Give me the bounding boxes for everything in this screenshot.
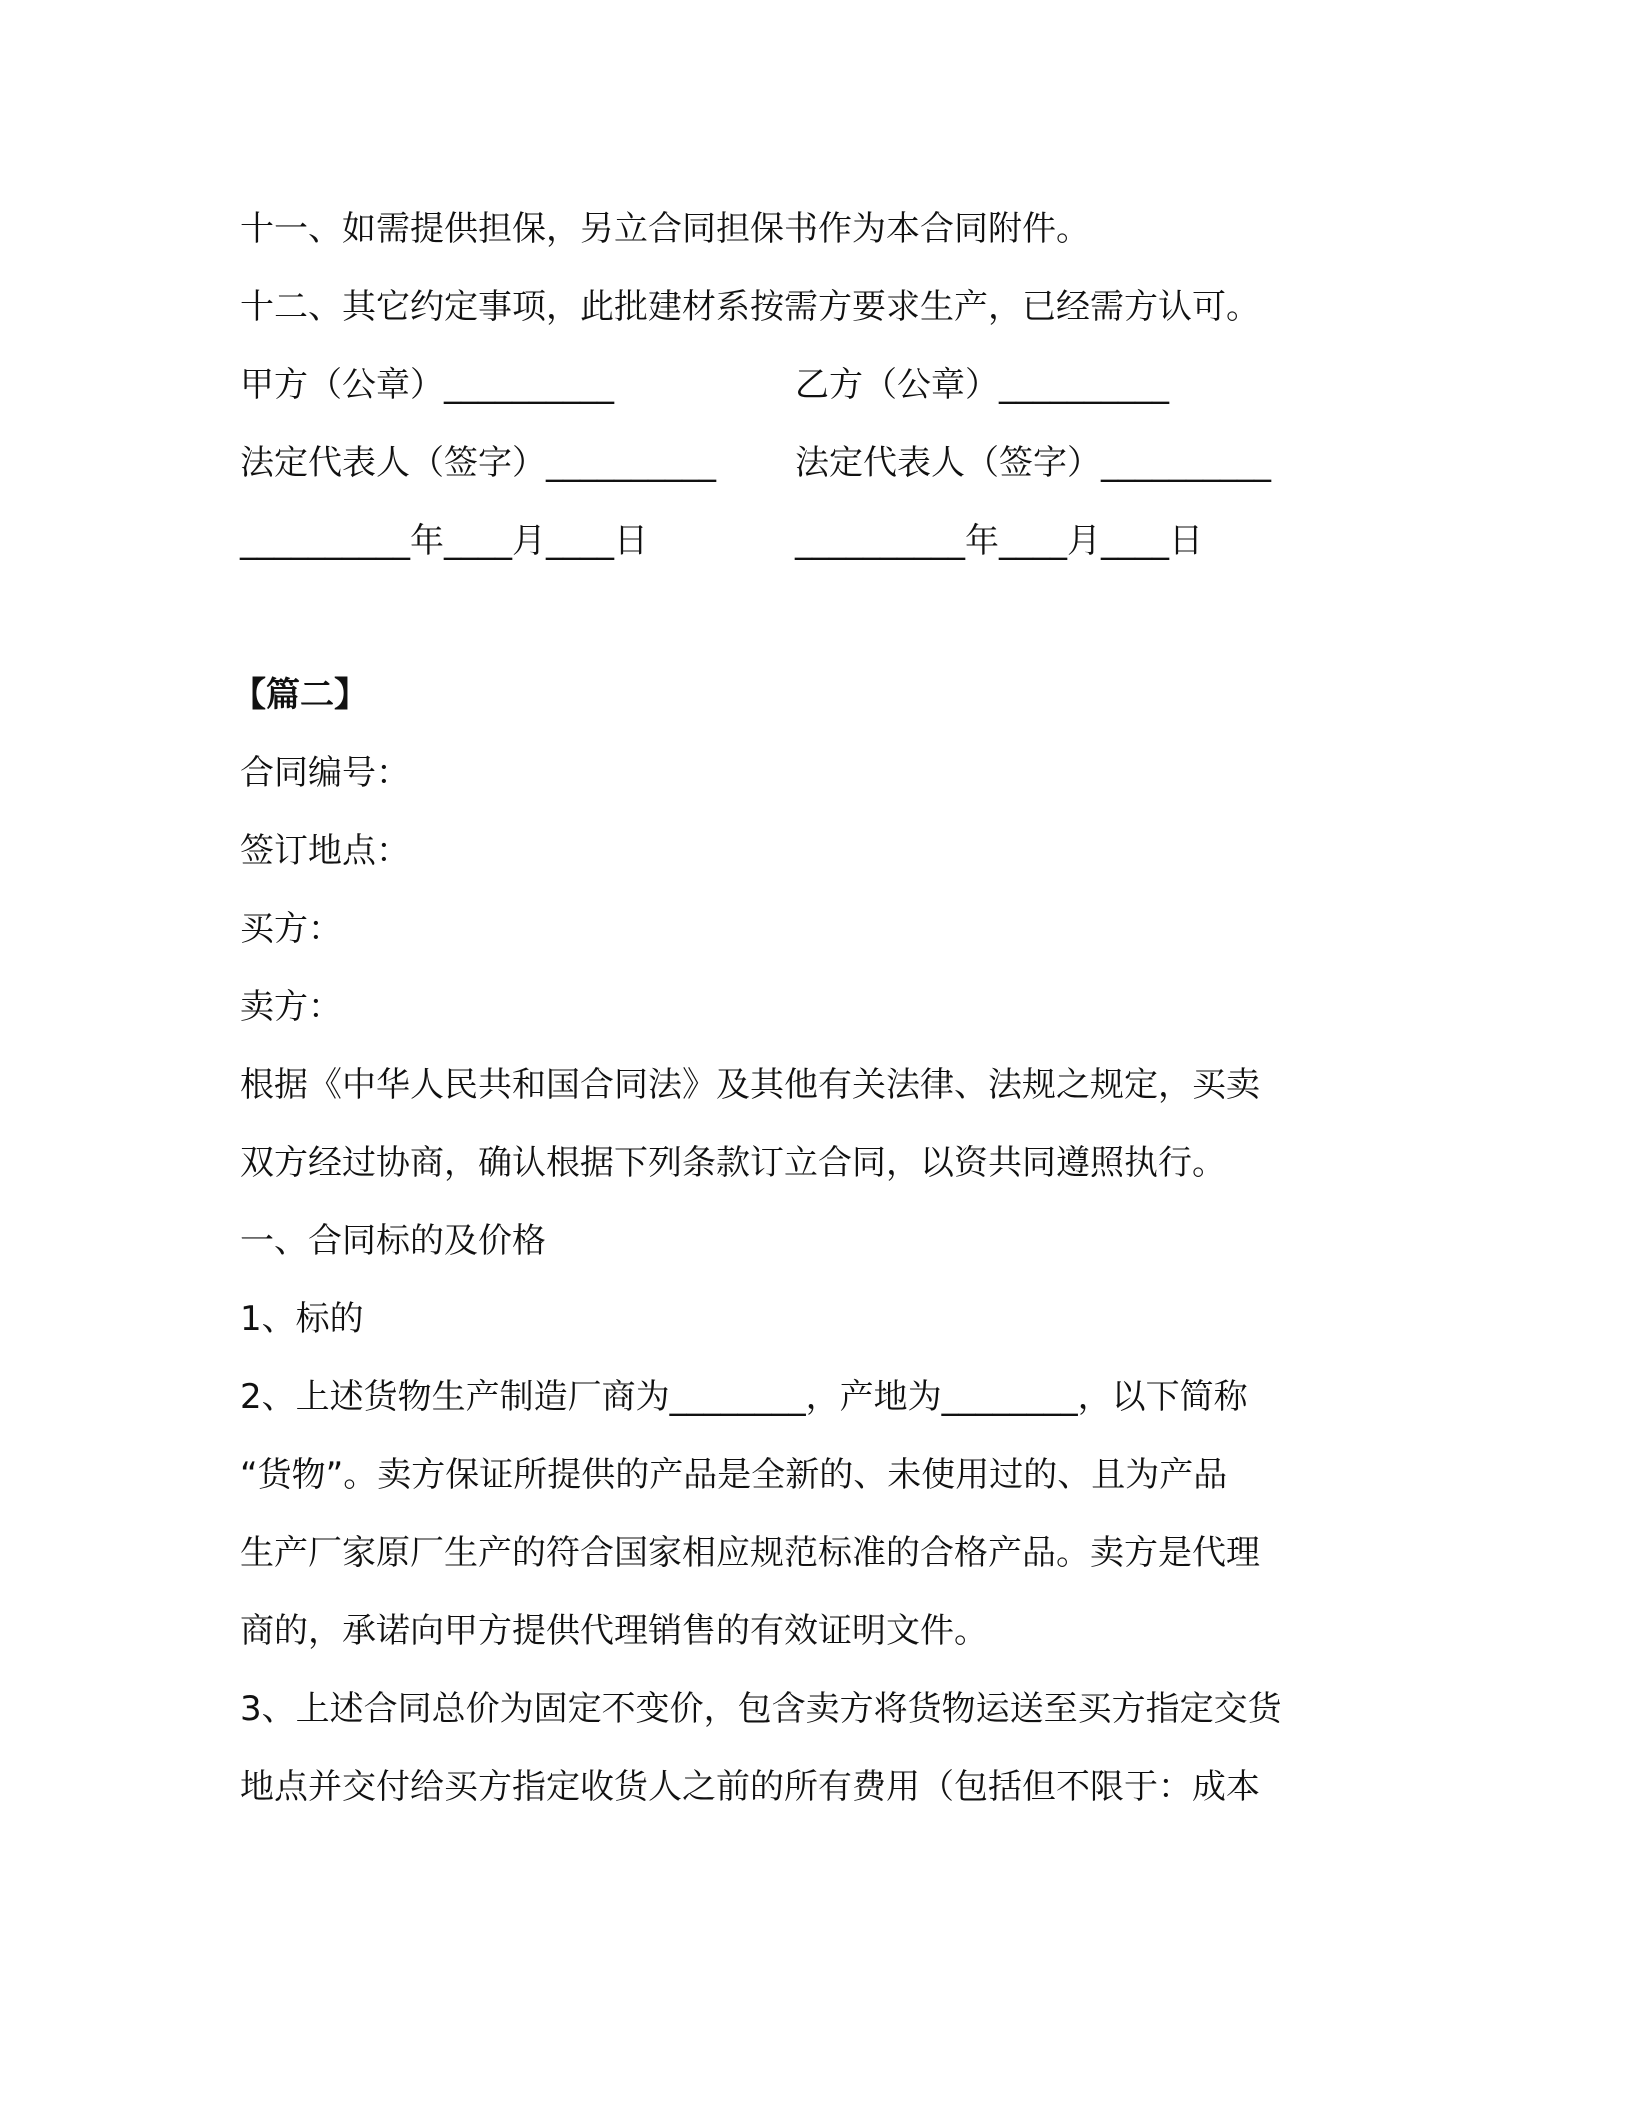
representative-row [240, 424, 1400, 502]
contract-number-label: 合同编号： [240, 753, 410, 793]
party-b-seal: 乙方（公章）__________ [795, 365, 1169, 405]
item-2-line-2: “货物”。卖方保证所提供的产品是全新的、未使用过的、且为产品 [240, 1455, 1228, 1495]
item-2-line-3: 生产厂家原厂生产的符合国家相应规范标准的合格产品。卖方是代理 [240, 1533, 1260, 1573]
intro-line-2: 双方经过协商，确认根据下列条款订立合同，以资共同遵照执行。 [240, 1143, 1226, 1183]
party-a-seal: 甲方（公章）__________ [240, 365, 614, 405]
section-title: 【篇二】 [232, 675, 368, 715]
seller-label: 卖方： [240, 987, 342, 1027]
item-3-line-1: 3、上述合同总价为固定不变价，包含卖方将货物运送至买方指定交货 [240, 1689, 1282, 1729]
clause-11: 十一、如需提供担保，另立合同担保书作为本合同附件。 [240, 209, 1090, 249]
buyer-label: 买方： [240, 909, 342, 949]
item-1: 1、标的 [240, 1299, 364, 1339]
date-row [240, 502, 1400, 580]
party-a-representative: 法定代表人（签字）__________ [240, 443, 716, 483]
party-a-date: __________年____月____日 [240, 521, 648, 561]
clause-12: 十二、其它约定事项，此批建材系按需方要求生产，已经需方认可。 [240, 287, 1260, 327]
document-page [232, 190, 1400, 1826]
sign-place-label: 签订地点： [240, 831, 410, 871]
seal-row [240, 346, 1400, 424]
party-b-date: __________年____月____日 [795, 521, 1203, 561]
party-b-representative: 法定代表人（签字）__________ [795, 443, 1271, 483]
intro-line-1: 根据《中华人民共和国合同法》及其他有关法律、法规之规定，买卖 [240, 1065, 1260, 1105]
section-gap [240, 580, 1400, 656]
item-2-line-4: 商的，承诺向甲方提供代理销售的有效证明文件。 [240, 1611, 988, 1651]
heading-subject-price: 一、合同标的及价格 [240, 1221, 546, 1261]
item-3-line-2: 地点并交付给买方指定收货人之前的所有费用（包括但不限于：成本 [240, 1767, 1260, 1807]
item-2-line-1: 2、上述货物生产制造厂商为________，产地为________，以下简称 [240, 1377, 1248, 1417]
